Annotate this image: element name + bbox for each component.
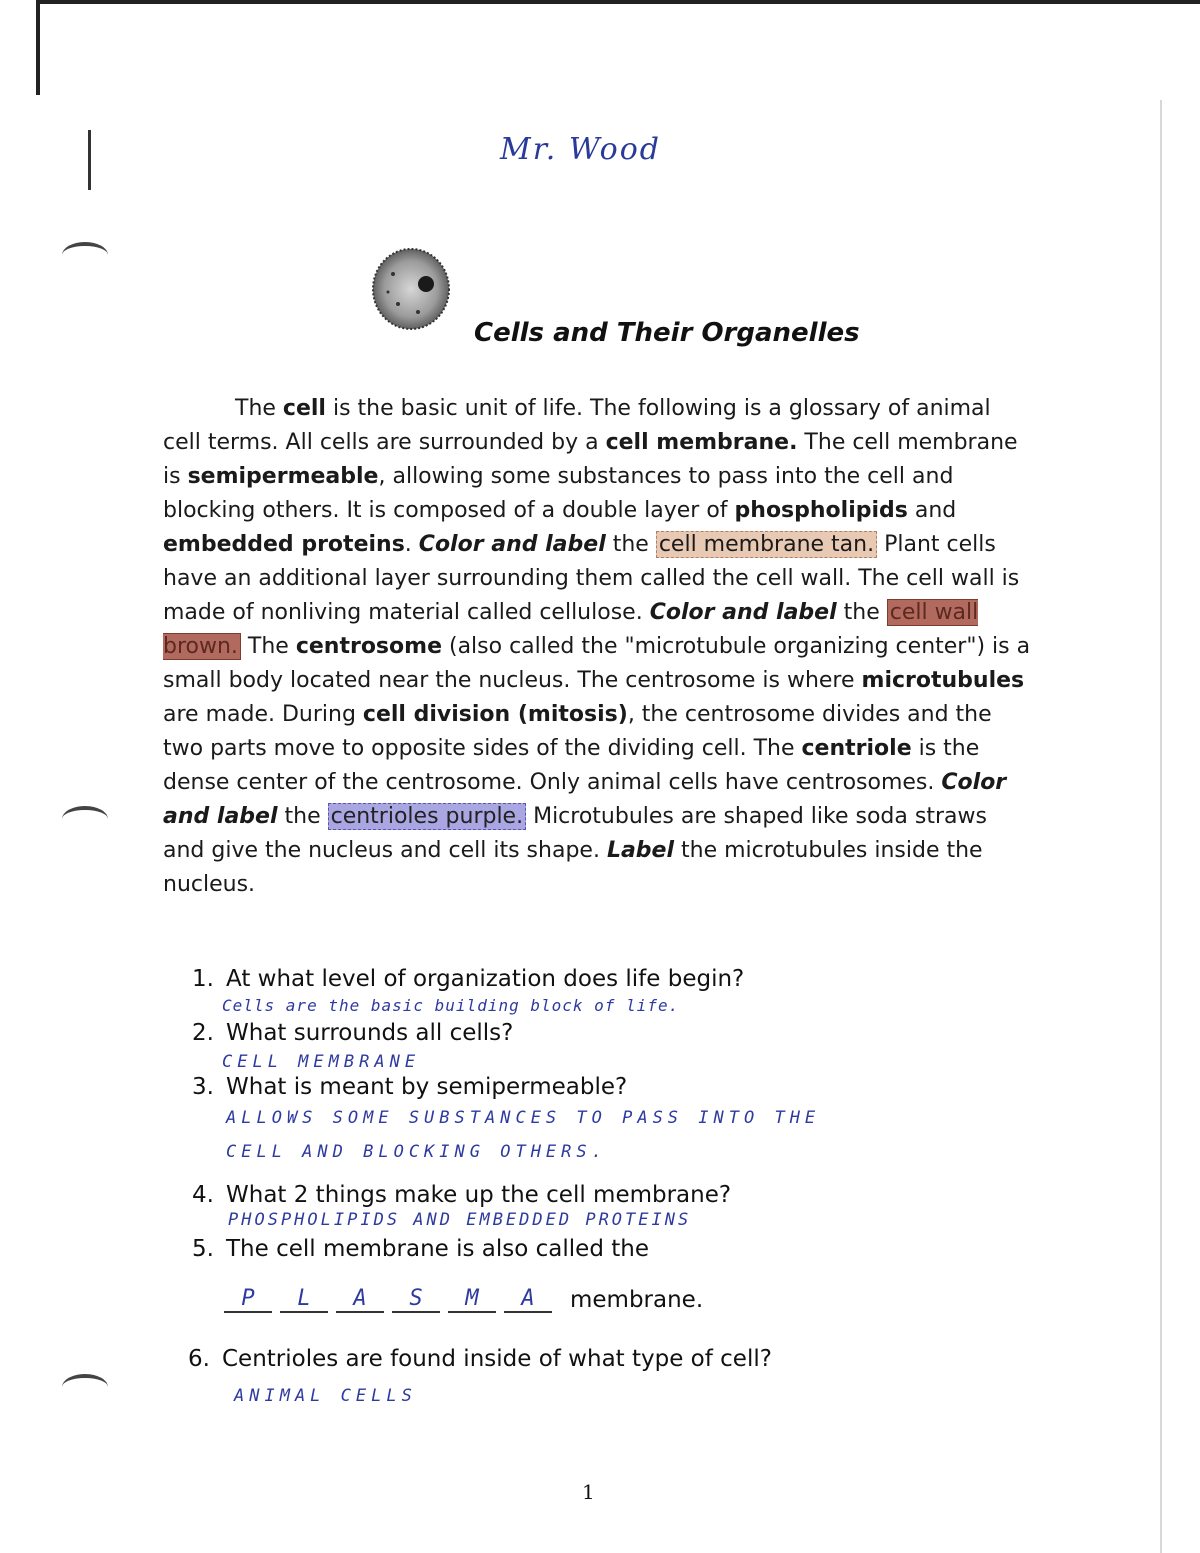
question-5: 5. The cell membrane is also called the (192, 1236, 649, 1262)
term-centriole: centriole (801, 736, 912, 761)
blank-suffix-text: membrane. (570, 1287, 704, 1313)
blank-letter: A (504, 1286, 552, 1313)
term-phospholipids: phospholipids (734, 498, 908, 523)
question-2: 2. What surrounds all cells? (192, 1020, 514, 1046)
answer-3-line-2-handwritten: CELL AND BLOCKING OTHERS. (226, 1142, 607, 1162)
highlight-cell-membrane-tan: cell membrane tan. (656, 531, 877, 558)
instruction-color-label: Color and label (418, 532, 606, 557)
margin-tick-mark (88, 130, 91, 190)
blank-letter: L (280, 1286, 328, 1313)
answer-6-handwritten: ANIMAL CELLS (234, 1386, 417, 1406)
term-semipermeable: semipermeable (187, 464, 379, 489)
question-1: 1. At what level of organization does life begin? (192, 966, 745, 992)
question-3: 3. What is meant by semipermeable? (192, 1074, 628, 1100)
instruction-label: Label (606, 838, 675, 863)
answer-2-handwritten: CELL MEMBRANE (222, 1052, 421, 1072)
blank-letter: S (392, 1286, 440, 1313)
term-cell-membrane: cell membrane. (605, 430, 798, 455)
cell-clipart-icon (368, 244, 454, 334)
instruction-color-label: Color and label (649, 600, 837, 625)
term-microtubules: microtubules (861, 668, 1025, 693)
answer-5-blanks (224, 1286, 703, 1313)
answer-3-line-1-handwritten: ALLOWS SOME SUBSTANCES TO PASS INTO THE (226, 1108, 821, 1128)
scan-border-right (1160, 100, 1162, 1553)
term-cell-division: cell division (mitosis) (362, 702, 628, 727)
highlight-cell-wall-brown: cell wall brown. (163, 600, 979, 659)
glossary-paragraph: The cell is the basic unit of life. The following is a glossary of animal cell terms. All cells are surrounded by a cell membrane. The cell membrane is semipermeable, allowing some substances to pass into the cell and blocking others. It is composed of a double layer of phospholipids and embedded proteins. Color and label the cell membrane tan. Plant cells have an additional layer surrounding them called the cell wall. The cell wall is made of nonliving material called cellulose. Color and label the cell wall brown. The centrosome (also called the "microtubule organizing center") is a small body located near the nucleus. The centrosome is where microtubules are made. During cell division (mitosis), the centrosome divides and the two parts move to opposite sides of the dividing cell. The centriole is the dense center of the centrosome. Only animal cells have centrosomes. Color and label the centrioles purple. Microtubules are shaped like soda straws and give the nucleus and cell its shape. Label the microtubules inside the nucleus. (163, 396, 1031, 897)
highlight-centrioles-purple: centrioles purple. (328, 803, 526, 830)
blank-letter: A (336, 1286, 384, 1313)
term-centrosome: centrosome (295, 634, 442, 659)
instruction-color-label: Color and label (163, 770, 1007, 829)
question-4: 4. What 2 things make up the cell membrane? (192, 1182, 732, 1208)
blank-letter: P (224, 1286, 272, 1313)
binder-hole-mark (62, 1374, 108, 1400)
scan-border-top (36, 0, 1200, 4)
binder-hole-mark (62, 242, 108, 268)
blank-letter: M (448, 1286, 496, 1313)
answer-4-handwritten: PHOSPHOLIPIDS AND EMBEDDED PROTEINS (228, 1210, 692, 1230)
term-cell: cell (282, 396, 326, 421)
term-embedded-proteins: embedded proteins (163, 532, 405, 557)
page-number: 1 (582, 1480, 595, 1504)
binder-hole-mark (62, 806, 108, 832)
scan-border-left (36, 0, 40, 95)
question-6: 6. Centrioles are found inside of what type of cell? (188, 1346, 772, 1372)
answer-1-handwritten: Cells are the basic building block of life. (222, 996, 680, 1015)
page-title: Cells and Their Organelles (474, 318, 860, 348)
teacher-name-handwritten: Mr. Wood (500, 132, 661, 167)
